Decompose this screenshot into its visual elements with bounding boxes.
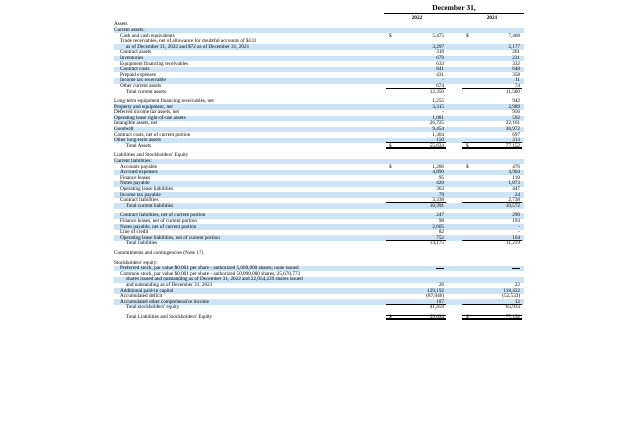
value-2022: 363: [436, 186, 444, 193]
row-label: Finance leases, net of current portion: [120, 217, 197, 224]
value-2021: (52,533): [502, 293, 520, 300]
value-2022: 1,255: [432, 98, 444, 105]
value-2021: 24: [514, 191, 520, 198]
value-2021: 12: [514, 298, 520, 305]
row-label: Accrued expenses: [120, 169, 158, 176]
row-label: Contract costs: [120, 66, 150, 73]
value-2022: 26,725: [429, 120, 444, 127]
row-label: Current liabilities:: [114, 158, 152, 165]
row-label: Accounts payable: [120, 163, 158, 170]
value-2021: 65,933: [505, 304, 520, 311]
value-2021: 36,972: [505, 126, 520, 133]
value-2022: 9,454: [432, 126, 444, 133]
currency-symbol: $: [389, 32, 392, 39]
row-label: Total current liabilities: [126, 202, 174, 209]
total-double-rule: [386, 147, 446, 149]
value-2022: 55,634: [429, 142, 444, 149]
year-2021: 2021: [486, 15, 498, 21]
total-double-rule: [462, 147, 522, 149]
nil-dash: [512, 268, 520, 269]
value-2022: 247: [436, 212, 444, 219]
value-2022: 318: [436, 49, 444, 56]
year-header: [114, 13, 524, 22]
value-2021: 956: [512, 109, 520, 116]
value-2021: 2,989: [508, 103, 520, 110]
value-2022: 98: [438, 217, 444, 224]
value-2021: 476: [512, 163, 520, 170]
currency-symbol: $: [389, 163, 392, 170]
total-current-assets-row: [114, 89, 524, 95]
row-label: Total Liabilities and Stockholders' Equity: [126, 313, 213, 320]
subtotal-rule: [386, 315, 446, 316]
value-2021: 22: [514, 281, 520, 288]
row-label: Cash and cash equivalents: [120, 32, 175, 39]
value-2021: 4,904: [508, 169, 520, 176]
row-label: Line of credit: [120, 229, 149, 236]
total-assets-row: [114, 143, 524, 149]
row-label: Total Assets: [126, 142, 152, 149]
value-2022: 3,338: [432, 197, 444, 204]
currency-symbol: $: [466, 313, 469, 320]
value-2022: 5,475: [432, 32, 444, 39]
nil-dash: [436, 268, 444, 269]
row-label: Commitments and contingencies (Note 17): [114, 249, 204, 256]
row-label: Goodwill: [114, 126, 134, 133]
value-2022: 674: [436, 82, 444, 89]
row-label: Equipment financing receivables: [120, 60, 189, 67]
currency-symbol: $: [389, 313, 392, 320]
row-label: Assets: [114, 21, 128, 28]
row-label: Deferred income tax assets, net: [114, 109, 179, 116]
row-label: Total current assets: [126, 88, 166, 95]
value-2021: -: [518, 229, 520, 236]
value-2022: 82: [438, 229, 444, 236]
statement-rows: [114, 22, 524, 320]
row-label: Income tax payable: [120, 191, 161, 198]
value-2022: 420: [436, 180, 444, 187]
value-2022: 41,459: [429, 304, 444, 311]
value-2021: 77,152: [505, 142, 520, 149]
row-label: Current assets:: [114, 26, 145, 33]
value-2022: 3,297: [432, 43, 444, 50]
row-label: Total liabilities: [126, 240, 158, 247]
value-2022: 3,315: [432, 103, 444, 110]
row-label: Income tax receivable: [120, 77, 166, 84]
subtotal-rule: [462, 315, 522, 316]
row-label: Total stockholders' equity: [126, 304, 180, 311]
row-label: Contract costs, net of current portion: [114, 131, 191, 138]
value-2021: 11,219: [505, 240, 520, 247]
value-2021: 10,572: [505, 202, 520, 209]
value-2022: 79: [438, 191, 444, 198]
value-2022: 2,605: [432, 223, 444, 230]
value-2021: 2,177: [508, 43, 520, 50]
value-2022: 841: [436, 66, 444, 73]
value-2022: (87,946): [426, 293, 444, 300]
value-2022: 95: [438, 174, 444, 181]
value-2021: 290: [512, 212, 520, 219]
value-2022: 633: [436, 60, 444, 67]
row-label: Finance leases: [120, 174, 151, 181]
period-header: [114, 4, 524, 13]
value-2021: 313: [512, 137, 520, 144]
value-2021: 358: [512, 71, 520, 78]
row-label: Preferred stock, par value $0.001 per share - authorized 5,000,000 shares; none issued: [120, 265, 299, 272]
total-current-liabilities-row: [114, 203, 524, 209]
commitments-row: [114, 251, 524, 257]
row-label: as of December 31, 2022 and $72 as of December 31, 2021: [126, 43, 250, 50]
value-2022: 12,350: [429, 88, 444, 95]
value-2021: 11,560: [505, 88, 520, 95]
total-double-rule: [386, 318, 446, 320]
total-liabilities-row: [114, 241, 524, 247]
value-2021: 942: [512, 98, 520, 105]
value-2021: 261: [512, 49, 520, 56]
value-2022: 1,206: [432, 163, 444, 170]
value-2021: -: [518, 223, 520, 230]
row-label: Notes payable, net of current portion: [120, 223, 197, 230]
value-2022: 187: [436, 298, 444, 305]
value-2022: 431: [436, 71, 444, 78]
row-label: Additional paid-in capital: [120, 287, 174, 294]
value-2021: 22,161: [505, 120, 520, 127]
row-label: Long-term equipment financing receivables, net: [114, 98, 214, 105]
value-2022: 129,192: [427, 287, 444, 294]
total-double-rule: [462, 318, 522, 320]
row-label: Contract liabilities: [120, 197, 159, 204]
currency-symbol: $: [389, 142, 392, 149]
value-2021: 332: [512, 60, 520, 67]
value-2022: -: [442, 109, 444, 116]
row-label: and outstanding as of December 31, 2021: [126, 281, 213, 288]
value-2022: 26: [438, 281, 444, 288]
value-2021: 74: [514, 82, 520, 89]
currency-symbol: $: [466, 163, 469, 170]
value-2021: 648: [512, 66, 520, 73]
year-2022: 2022: [411, 15, 423, 21]
row-label: Contract liabilities, net of current portion: [120, 212, 206, 219]
value-2022: 752: [436, 234, 444, 241]
value-2021: 193: [512, 217, 520, 224]
value-2022: -: [442, 77, 444, 84]
value-2021: 447: [512, 186, 520, 193]
value-2022: 679: [436, 54, 444, 61]
value-2022: 4,890: [432, 169, 444, 176]
row-label: Other current assets: [120, 82, 162, 89]
row-label: Property and equipment, net: [114, 103, 173, 110]
grand-total-row: [114, 315, 524, 321]
row-label: Contract assets: [120, 49, 152, 56]
row-label: Operating lease liabilities, net of current portion: [120, 234, 220, 241]
row-label: Trade receivables, net of allowance for doubtful accounts of $131: [120, 38, 257, 45]
value-2021: 77,152: [505, 313, 520, 320]
row-label: Other long-term assets: [114, 137, 161, 144]
value-2022: 1,081: [432, 114, 444, 121]
row-label: Accumulated other comprehensive income: [120, 298, 209, 305]
value-2022: 10,391: [429, 202, 444, 209]
value-2021: 118,432: [503, 287, 520, 294]
period-label: December 31,: [432, 3, 476, 12]
row-label: Notes payable: [120, 180, 150, 187]
value-2021: 2,738: [508, 197, 520, 204]
balance-sheet: [114, 4, 524, 320]
row-label: Inventories: [120, 54, 144, 61]
value-2021: 1,873: [508, 180, 520, 187]
value-2021: 11: [515, 77, 520, 84]
row-label: Operating lease right-of-use assets: [114, 114, 186, 121]
value-2022: 1,304: [432, 131, 444, 138]
row-label: Intangible assets, net: [114, 120, 158, 127]
row-label: Accumulated deficit: [120, 293, 163, 300]
value-2022: 55,634: [429, 313, 444, 320]
currency-symbol: $: [466, 142, 469, 149]
currency-symbol: $: [466, 32, 469, 39]
row-label: Operating lease liabilities: [120, 186, 174, 193]
row-label: Common stock, par value $0.001 per share - authorized 50,000,000 shares, 25,670,773: [120, 270, 301, 277]
value-2021: 231: [512, 54, 520, 61]
row-label: Stockholders' equity:: [114, 259, 158, 266]
value-2022: 14,175: [429, 240, 444, 247]
row-label: Prepaid expenses: [120, 71, 156, 78]
total-equity-row: [114, 305, 524, 311]
value-2022: 150: [436, 137, 444, 144]
value-2021: 110: [512, 174, 520, 181]
value-2021: 164: [512, 234, 520, 241]
value-2021: 592: [512, 114, 520, 121]
value-2021: 7,468: [508, 32, 520, 39]
row-label: shares issued and outstanding as of December 31, 2022 and 22,054,239 shares issued: [126, 276, 303, 283]
value-2021: 697: [512, 131, 520, 138]
row-label: Liabilities and Stockholders' Equity: [114, 152, 189, 159]
